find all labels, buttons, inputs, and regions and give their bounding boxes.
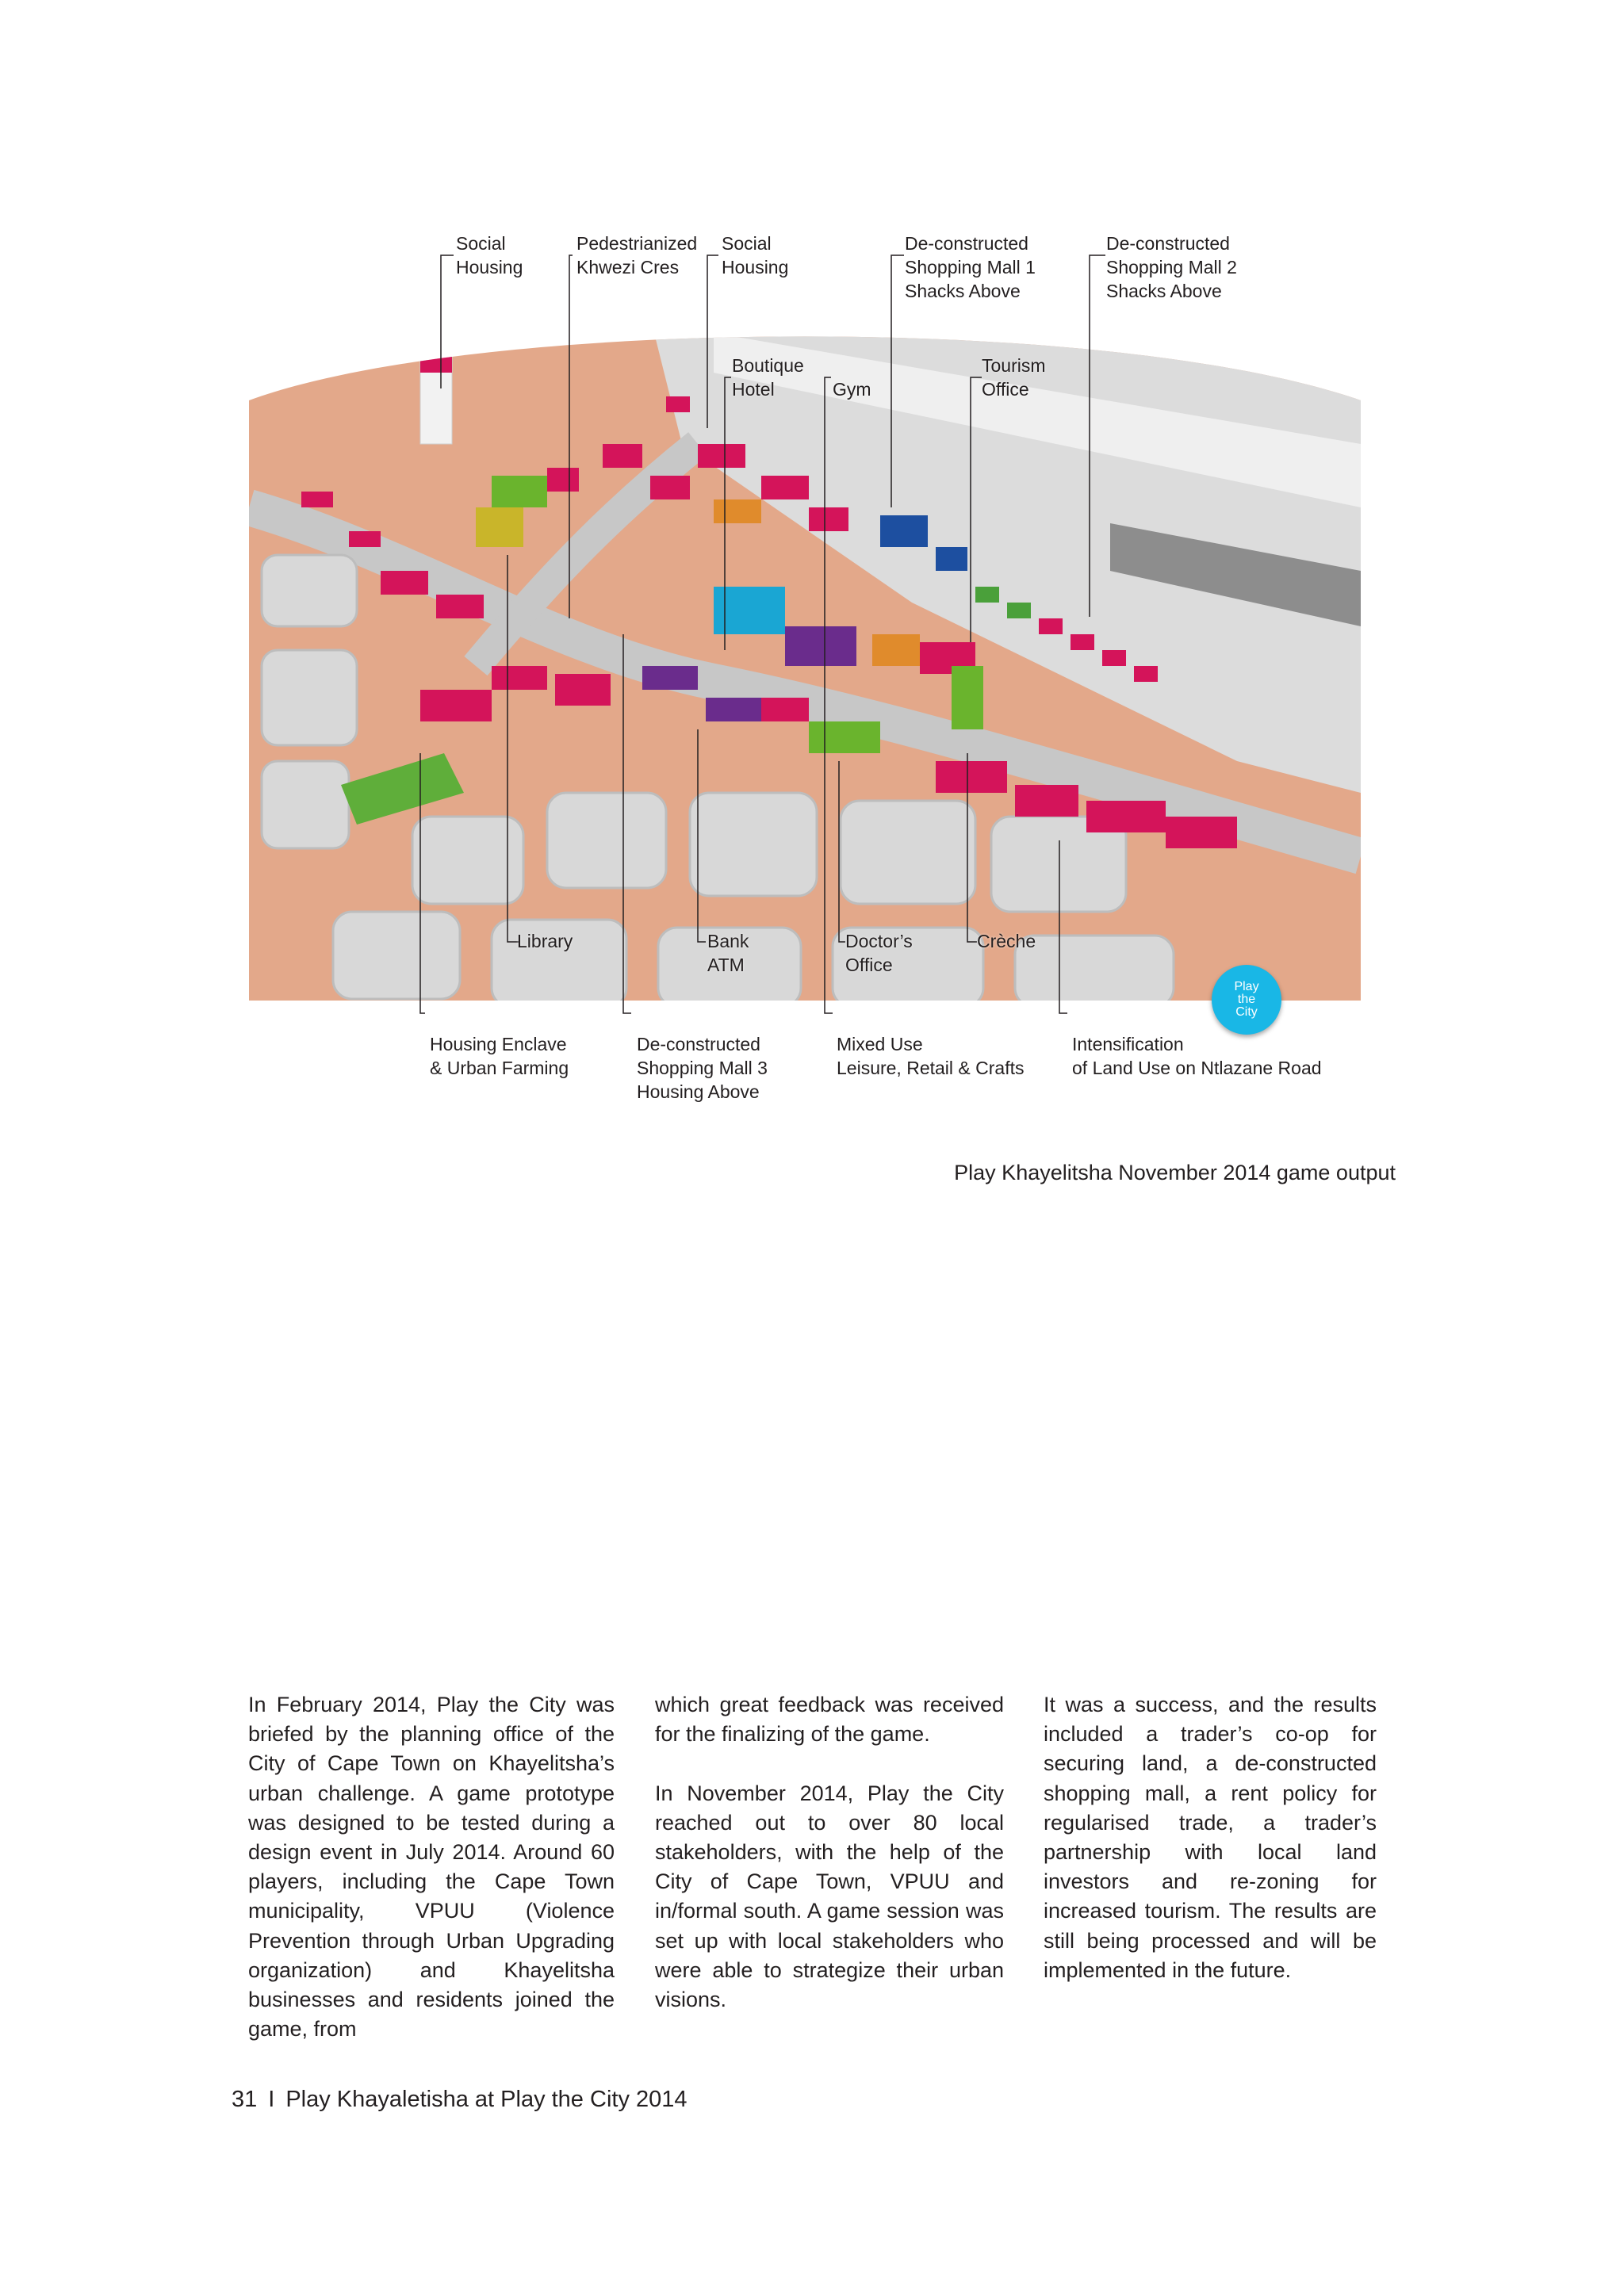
label-creche: Crèche — [977, 931, 1036, 951]
label-mixed-use: Mixed Use Leisure, Retail & Crafts — [837, 1034, 1025, 1078]
play-the-city-logo: Play the City — [1212, 965, 1281, 1035]
label-social-housing-1: Social Housing — [456, 233, 523, 277]
figure-caption: Play Khayelitsha November 2014 game output — [954, 1161, 1396, 1184]
city-model — [249, 317, 1361, 1007]
page-footer — [232, 2085, 688, 2114]
label-boutique-hotel: Boutique Hotel — [732, 355, 804, 400]
body-column-2 — [655, 1690, 1004, 2044]
body-column-3 — [1044, 1690, 1377, 2015]
label-mall-2: De-constructed Shopping Mall 2 Shacks Above — [1106, 233, 1237, 301]
label-library: Library — [517, 931, 573, 951]
footer-title: Play Khayaletisha at Play the City 2014 — [285, 2087, 688, 2112]
label-pedestrianized-khwezi-cres: Pedestrianized Khwezi Cres — [576, 233, 698, 277]
paragraph: In February 2014, Play the City was briefed by the planning office of the City of Cape Town on Khayelitsha’s urban challenge. A game prototype was designed to be tested during a design event in July 2014. Around 60 players, including the Cape Town municipality, VPUU (Violence Prevention through Urban Upgrading organization) and Khayelitsha businesses and residents joined the game, from — [248, 1693, 615, 2042]
label-doctors-office: Doctor’s Office — [845, 931, 913, 975]
label-gym: Gym — [833, 379, 871, 400]
label-bank-atm: Bank ATM — [707, 931, 749, 975]
paragraph: It was a success, and the results included a trader’s co-op for securing land, a de-constructed shopping mall, a rent policy for regularised trade, a trader’s partnership with local land investors and re-zoning for increased tourism. The results are still being processed and will be implemented in the future. — [1044, 1693, 1377, 1982]
label-intensification: Intensification of Land Use on Ntlazane Road — [1072, 1034, 1322, 1078]
footer-separator: I — [268, 2087, 275, 2112]
label-mall-3: De-constructed Shopping Mall 3 Housing Above — [637, 1034, 768, 1102]
label-housing-enclave: Housing Enclave & Urban Farming — [430, 1034, 569, 1078]
body-column-1 — [248, 1690, 615, 2074]
label-social-housing-2: Social Housing — [722, 233, 789, 277]
page-number: 31 — [232, 2087, 258, 2112]
label-mall-1: De-constructed Shopping Mall 1 Shacks Above — [905, 233, 1036, 301]
label-tourism-office: Tourism Office — [982, 355, 1046, 400]
paragraph: which great feedback was received for the finalizing of the game. — [655, 1693, 1004, 1747]
paragraph: In November 2014, Play the City reached out to over 80 local stakeholders, with the help of the City of Cape Town, VPUU and in/formal south. A game session was set up with local stakeholders who were able to strategize their urban visions. — [655, 1781, 1004, 2012]
